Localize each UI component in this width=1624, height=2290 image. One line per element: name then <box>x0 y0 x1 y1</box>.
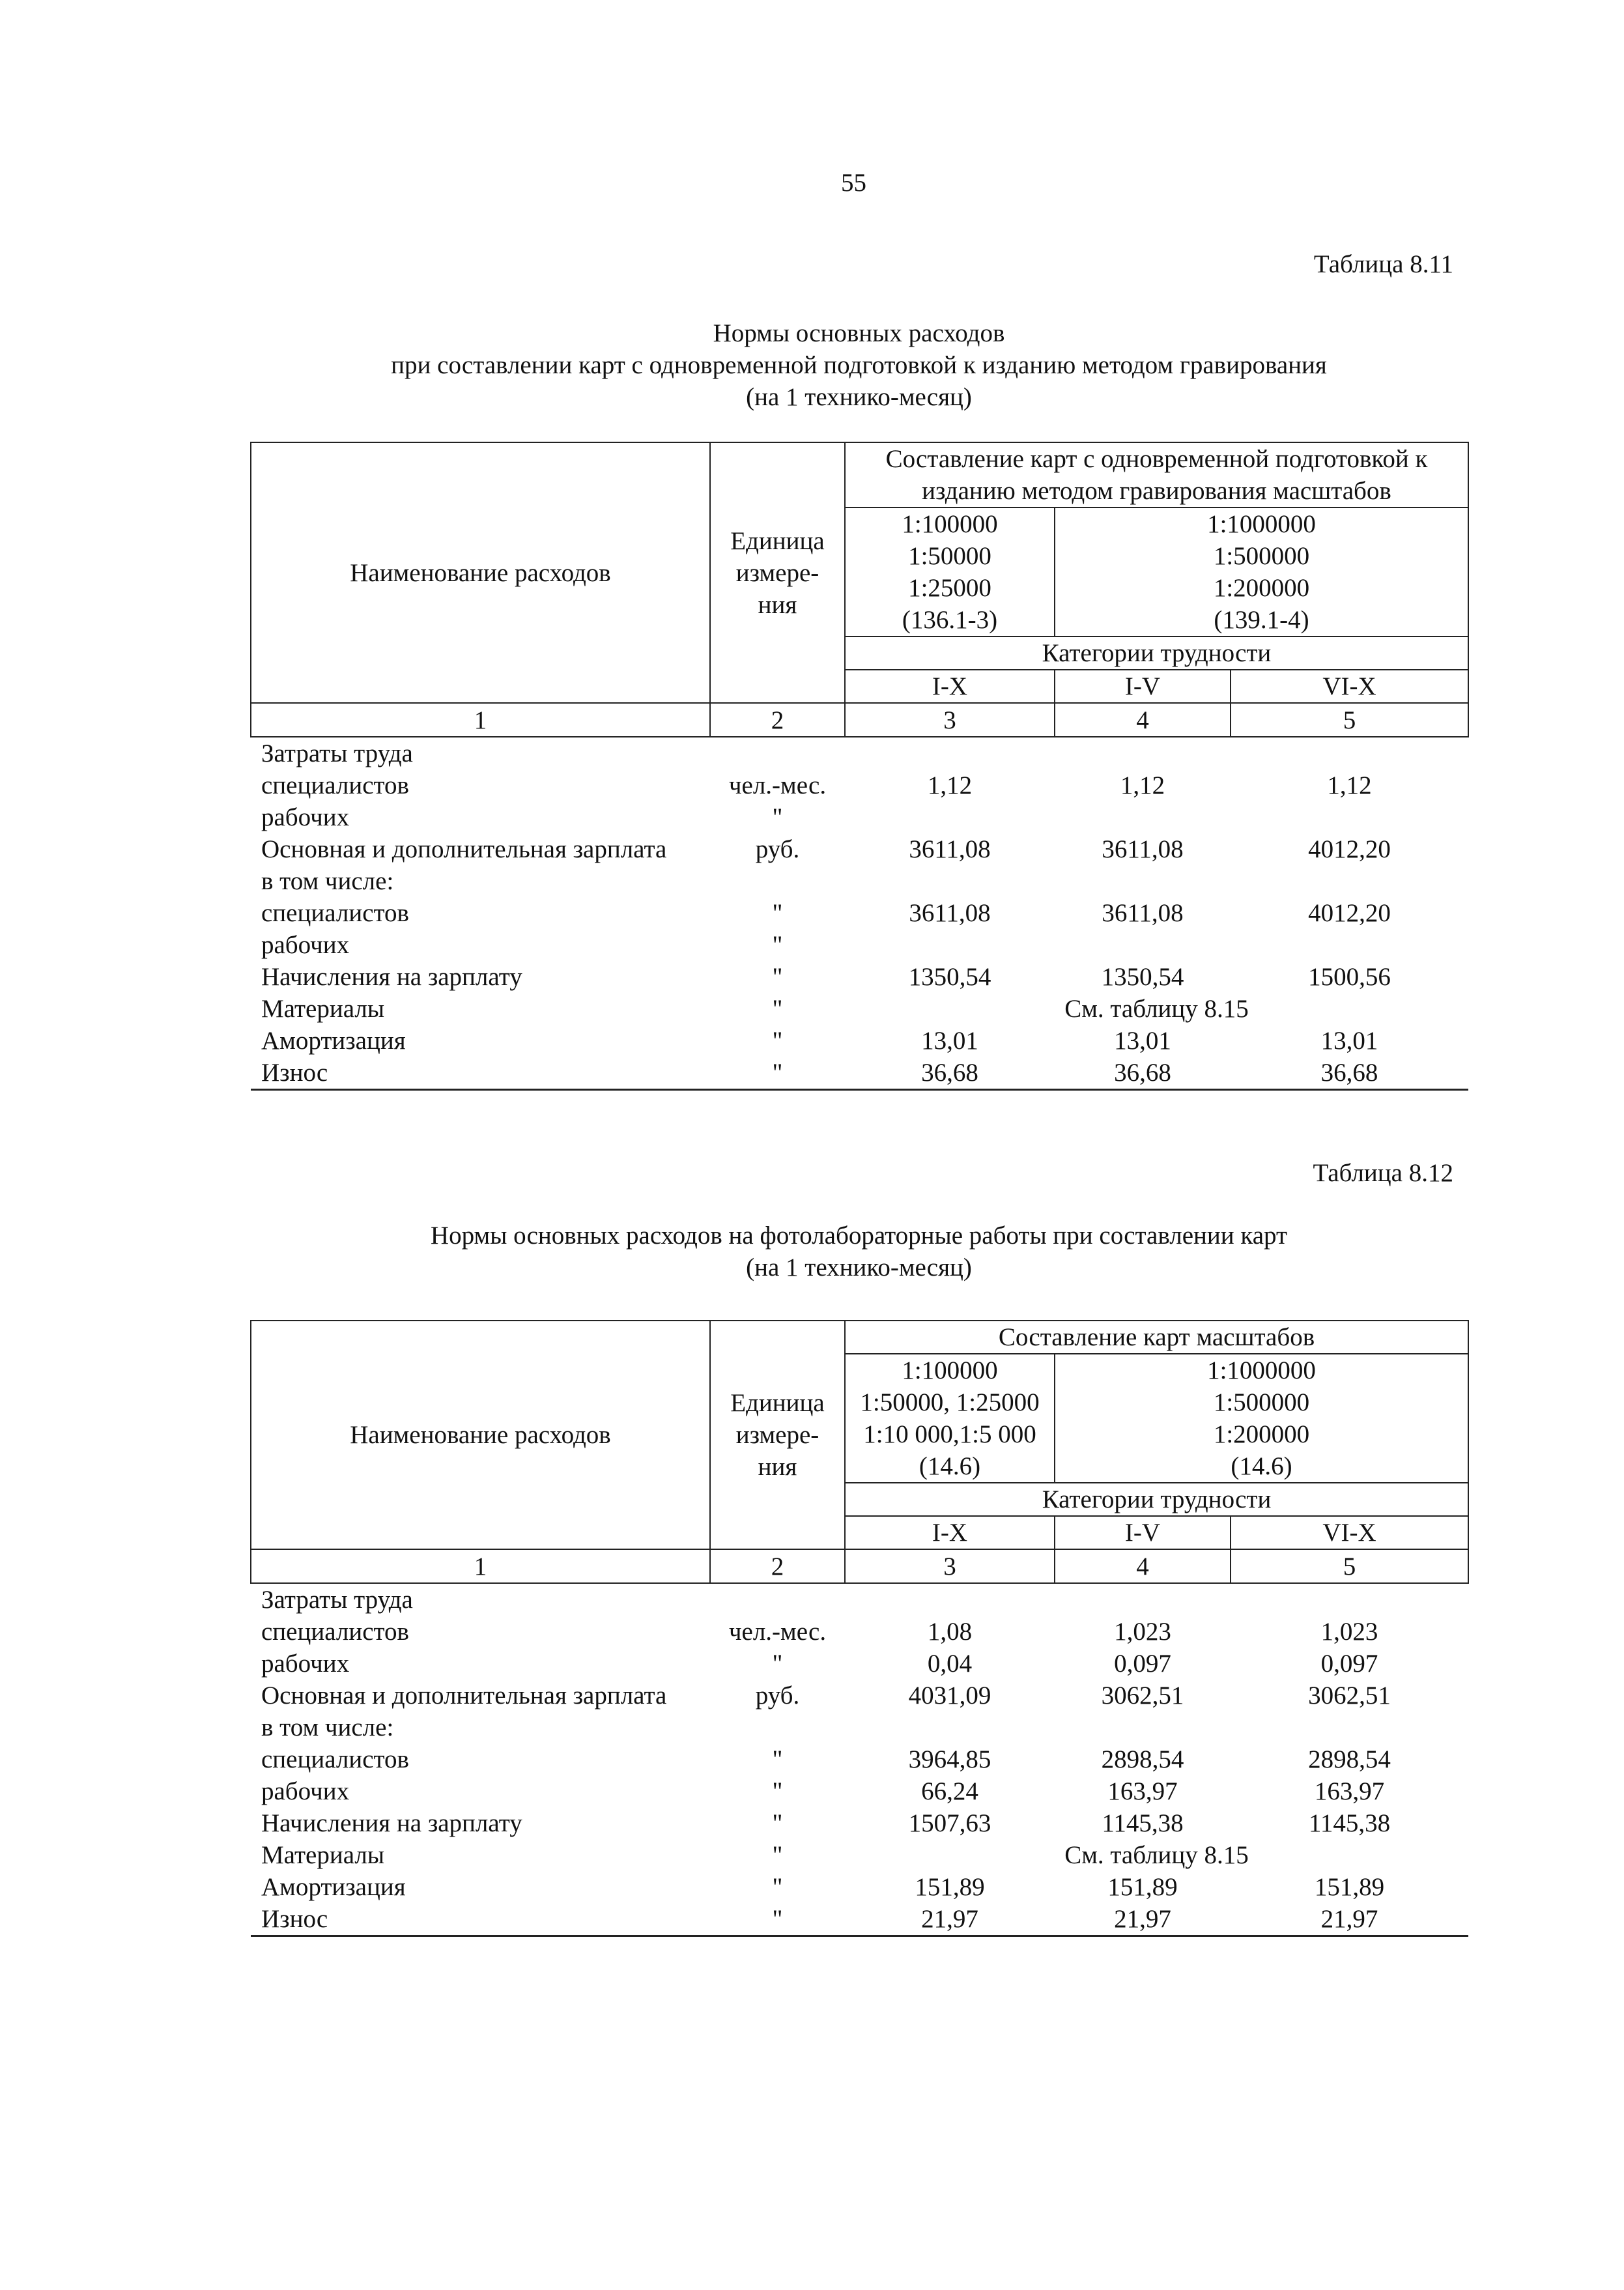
scale-line: (14.6) <box>1231 1452 1292 1480</box>
title-line: (на 1 технико-месяц) <box>746 1253 972 1281</box>
value-cell: 13,01 <box>921 1027 978 1055</box>
table-row <box>251 929 1468 961</box>
value-cell: 1350,54 <box>1101 963 1184 991</box>
value-cell <box>1055 801 1231 833</box>
table-title <box>250 1220 1468 1283</box>
expense-name: Начисления на зарплату <box>261 1809 522 1837</box>
value-cell <box>1231 865 1468 897</box>
merged-reference: См. таблицу 8.15 <box>1064 1841 1249 1869</box>
value-cell: 0,04 <box>927 1650 973 1678</box>
value-cell: 1,12 <box>927 771 973 799</box>
unit-cell: " <box>772 1873 783 1901</box>
table-row <box>251 833 1468 865</box>
expense-name: специалистов <box>261 1618 409 1646</box>
scale-line: 1:100000 <box>902 510 998 538</box>
unit-cell: " <box>710 1057 845 1090</box>
column-number: 5 <box>1231 1549 1468 1583</box>
column-number: 4 <box>1055 703 1231 737</box>
scale-line: (14.6) <box>919 1452 981 1480</box>
value-cell: 0,097 <box>1320 1650 1378 1678</box>
value-cell: 1,12 <box>1120 771 1165 799</box>
expense-name: специалистов <box>261 771 409 799</box>
value-cell <box>1055 1583 1231 1616</box>
value-cell: 21,97 <box>1231 1903 1468 1936</box>
header-scale-b <box>1055 1354 1468 1483</box>
unit-cell: " <box>772 803 783 831</box>
table-row <box>251 769 1468 801</box>
header-group: Составление карт с одновременной подготовкой к изданию методом гравирования масштабов <box>845 442 1468 508</box>
title-line: Нормы основных расходов <box>713 319 1005 347</box>
table-row <box>251 737 1468 769</box>
unit-cell <box>710 737 845 769</box>
table-row <box>251 801 1468 833</box>
unit-cell: " <box>772 899 783 927</box>
unit-cell: " <box>772 1650 783 1678</box>
column-number: 2 <box>710 703 845 737</box>
unit-cell: руб. <box>755 1682 800 1710</box>
value-cell: 66,24 <box>921 1777 978 1805</box>
scale-line: 1:1000000 <box>1207 510 1316 538</box>
expense-name: Затраты труда <box>261 1586 413 1614</box>
value-cell: 1,023 <box>1320 1618 1378 1646</box>
value-cell: 21,97 <box>845 1903 1055 1936</box>
value-cell: 1,023 <box>1114 1618 1171 1646</box>
column-number: 1 <box>251 703 710 737</box>
expense-name: рабочих <box>261 803 350 831</box>
scale-line: 1:10 000,1:5 000 <box>863 1420 1036 1448</box>
header-name: Наименование расходов <box>251 1321 710 1549</box>
title-line: Нормы основных расходов на фотолабораторные работы при составлении карт <box>430 1222 1288 1250</box>
value-cell: 21,97 <box>1055 1903 1231 1936</box>
expense-name: рабочих <box>261 1777 350 1805</box>
value-cell: 151,89 <box>1314 1873 1385 1901</box>
header-scale-a <box>845 508 1055 637</box>
value-cell <box>845 929 1055 961</box>
table-row <box>251 897 1468 929</box>
header-categories: Категории трудности <box>845 637 1468 670</box>
column-number: 1 <box>251 1549 710 1583</box>
value-cell: 36,68 <box>845 1057 1055 1090</box>
value-cell: 3611,08 <box>909 899 991 927</box>
scale-line: 1:200000 <box>1213 1420 1310 1448</box>
value-cell <box>845 737 1055 769</box>
value-cell: 1145,38 <box>1102 1809 1184 1837</box>
table-row <box>251 1711 1468 1743</box>
expense-name: Материалы <box>261 1841 385 1869</box>
value-cell: 3611,08 <box>909 835 991 863</box>
value-cell: 3611,08 <box>1102 899 1184 927</box>
title-line: (на 1 технико-месяц) <box>746 383 972 411</box>
unit-cell: " <box>772 995 783 1023</box>
expense-name: рабочих <box>261 1650 350 1678</box>
value-cell: 1,08 <box>927 1618 973 1646</box>
unit-cell: " <box>772 1809 783 1837</box>
expense-name: Материалы <box>261 995 385 1023</box>
expense-name: Основная и дополнительная зарплата <box>261 1682 667 1710</box>
expense-name: Амортизация <box>261 1873 406 1901</box>
scale-line: 1:50000 <box>908 542 991 570</box>
norms-table-8-12 <box>250 1320 1469 1937</box>
table-row <box>251 1807 1468 1839</box>
header-scale-b <box>1055 508 1468 637</box>
value-cell: 13,01 <box>1320 1027 1378 1055</box>
value-cell: 3062,51 <box>1308 1682 1391 1710</box>
expense-name: Амортизация <box>261 1027 406 1055</box>
value-cell: 1507,63 <box>908 1809 991 1837</box>
header-scale-a <box>845 1354 1055 1483</box>
expense-name: Износ <box>251 1057 710 1090</box>
value-cell: 0,097 <box>1114 1650 1171 1678</box>
table-row <box>251 1025 1468 1057</box>
value-cell: 151,89 <box>1107 1873 1178 1901</box>
value-cell: 2898,54 <box>1101 1745 1184 1773</box>
column-number: 3 <box>845 1549 1055 1583</box>
value-cell <box>1231 929 1468 961</box>
expense-name: Затраты труда <box>261 739 413 767</box>
value-cell <box>845 865 1055 897</box>
unit-cell: чел.-мес. <box>728 771 827 799</box>
value-cell <box>845 1583 1055 1616</box>
scale-line: 1:100000 <box>902 1356 998 1384</box>
expense-name: в том числе: <box>261 867 394 895</box>
header-unit: Единица измере- ния <box>710 1321 845 1549</box>
unit-cell: " <box>772 963 783 991</box>
header-category: VI-X <box>1231 1516 1468 1549</box>
table-row <box>251 1775 1468 1807</box>
value-cell: 4031,09 <box>908 1682 991 1710</box>
table-row <box>251 1648 1468 1680</box>
value-cell <box>1231 737 1468 769</box>
header-category: I-V <box>1055 1516 1231 1549</box>
scale-line: 1:25000 <box>908 574 991 602</box>
expense-name: рабочих <box>261 931 350 959</box>
expense-name: Основная и дополнительная зарплата <box>261 835 667 863</box>
value-cell: 3062,51 <box>1101 1682 1184 1710</box>
column-number: 3 <box>845 703 1055 737</box>
unit-cell: " <box>772 1027 783 1055</box>
table-row <box>251 1839 1468 1871</box>
expense-name: специалистов <box>261 899 409 927</box>
scale-line: (136.1-3) <box>902 606 998 634</box>
table-row <box>251 1616 1468 1648</box>
value-cell: 151,89 <box>915 1873 985 1901</box>
value-cell: 36,68 <box>1055 1057 1231 1090</box>
unit-cell: чел.-мес. <box>728 1618 827 1646</box>
unit-cell <box>710 1711 845 1743</box>
scale-line: 1:200000 <box>1213 574 1310 602</box>
header-categories: Категории трудности <box>845 1483 1468 1516</box>
value-cell: 163,97 <box>1314 1777 1385 1805</box>
value-cell: 1350,54 <box>908 963 991 991</box>
unit-cell: " <box>710 1903 845 1936</box>
page-number: 55 <box>841 169 866 197</box>
table-row <box>251 1680 1468 1711</box>
scale-line: 1:500000 <box>1213 542 1310 570</box>
table-row <box>251 1583 1468 1616</box>
header-category: I-X <box>845 1516 1055 1549</box>
unit-cell: руб. <box>755 835 800 863</box>
value-cell <box>1231 801 1468 833</box>
header-unit: Единица измере- ния <box>710 442 845 703</box>
merged-reference: См. таблицу 8.15 <box>1064 995 1249 1023</box>
value-cell <box>1055 865 1231 897</box>
table-row <box>251 1871 1468 1903</box>
column-number: 2 <box>710 1549 845 1583</box>
value-cell <box>845 1711 1055 1743</box>
value-cell: 3611,08 <box>1102 835 1184 863</box>
expense-name: специалистов <box>261 1745 409 1773</box>
header-group: Составление карт масштабов <box>845 1321 1468 1354</box>
table-row <box>251 961 1468 993</box>
unit-cell: " <box>772 931 783 959</box>
value-cell: 1,12 <box>1327 771 1372 799</box>
header-category: VI-X <box>1231 670 1468 703</box>
value-cell: 2898,54 <box>1308 1745 1391 1773</box>
column-number: 4 <box>1055 1549 1231 1583</box>
unit-cell: " <box>772 1745 783 1773</box>
value-cell: 1145,38 <box>1308 1809 1391 1837</box>
value-cell <box>1055 737 1231 769</box>
value-cell: 3964,85 <box>908 1745 991 1773</box>
value-cell <box>1231 1583 1468 1616</box>
unit-cell: " <box>772 1841 783 1869</box>
table-row <box>251 865 1468 897</box>
value-cell: 4012,20 <box>1308 835 1391 863</box>
value-cell: 1500,56 <box>1308 963 1391 991</box>
value-cell <box>1055 1711 1231 1743</box>
value-cell: 13,01 <box>1114 1027 1171 1055</box>
expense-name: Износ <box>251 1903 710 1936</box>
value-cell <box>1055 929 1231 961</box>
scale-line: 1:1000000 <box>1207 1356 1316 1384</box>
value-cell <box>845 801 1055 833</box>
norms-table-8-11 <box>250 442 1469 1091</box>
scale-line: (139.1-4) <box>1214 606 1309 634</box>
unit-cell: " <box>772 1777 783 1805</box>
table-row <box>251 1743 1468 1775</box>
table-title <box>250 317 1468 413</box>
header-name: Наименование расходов <box>251 442 710 703</box>
table-label: Таблица 8.12 <box>1313 1159 1453 1187</box>
title-line: при составлении карт с одновременной подготовкой к изданию методом гравирования <box>391 351 1327 379</box>
scale-line: 1:500000 <box>1213 1388 1310 1416</box>
table-label: Таблица 8.11 <box>1313 250 1453 278</box>
expense-name: в том числе: <box>261 1713 394 1741</box>
expense-name: Начисления на зарплату <box>261 963 522 991</box>
header-category: I-V <box>1055 670 1231 703</box>
value-cell <box>1231 1711 1468 1743</box>
table-row <box>251 1057 1468 1090</box>
value-cell: 163,97 <box>1107 1777 1178 1805</box>
header-category: I-X <box>845 670 1055 703</box>
value-cell: 4012,20 <box>1308 899 1391 927</box>
unit-cell <box>710 865 845 897</box>
table-row <box>251 1903 1468 1936</box>
scale-line: 1:50000, 1:25000 <box>860 1388 1040 1416</box>
column-number: 5 <box>1231 703 1468 737</box>
table-row <box>251 993 1468 1025</box>
value-cell: 36,68 <box>1231 1057 1468 1090</box>
unit-cell <box>710 1583 845 1616</box>
